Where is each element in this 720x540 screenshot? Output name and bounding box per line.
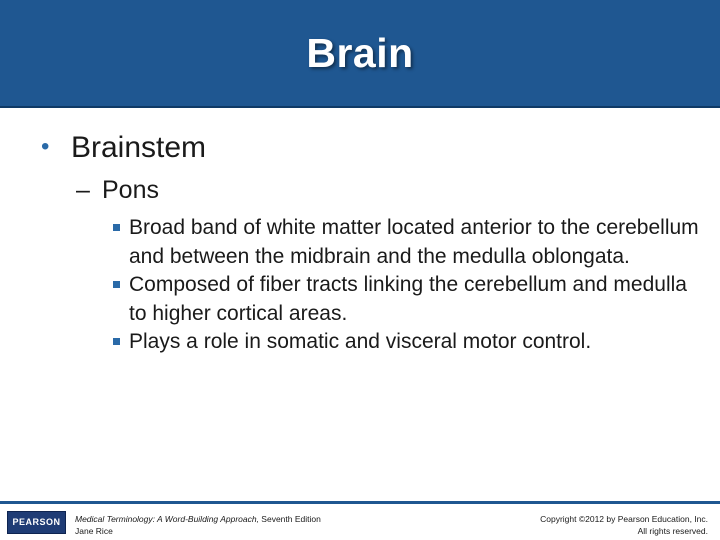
square-bullet-icon	[113, 224, 120, 231]
detail-list	[111, 214, 701, 357]
copyright-text: Copyright ©2012 by Pearson Education, Inc.	[540, 514, 708, 524]
detail-text: Broad band of white matter located anterior to the cerebellum and between the midbrain and the medulla oblongata.	[129, 216, 699, 268]
detail-item	[111, 271, 701, 328]
slide-title: Brain	[306, 30, 414, 76]
detail-item	[111, 328, 701, 357]
bullet-brainstem	[41, 131, 206, 165]
rights-text: All rights reserved.	[637, 526, 708, 536]
footer-citation	[75, 513, 321, 537]
footer-divider	[0, 501, 720, 504]
title-bar	[0, 0, 720, 108]
detail-text: Composed of fiber tracts linking the cerebellum and medulla to higher cortical areas.	[129, 273, 687, 325]
round-bullet-icon: •	[41, 133, 50, 160]
detail-text: Plays a role in somatic and visceral motor control.	[129, 330, 592, 353]
detail-item	[111, 214, 701, 271]
bullet-text: Brainstem	[71, 131, 207, 164]
book-edition: Seventh Edition	[258, 514, 321, 524]
sub-bullet-pons	[76, 176, 159, 205]
book-author: Jane Rice	[75, 526, 113, 536]
book-title: Medical Terminology: A Word-Building Approach,	[75, 514, 259, 524]
pearson-logo: PEARSON	[7, 511, 66, 534]
sub-bullet-text: Pons	[102, 176, 159, 204]
square-bullet-icon	[113, 338, 120, 345]
book-line	[75, 513, 321, 525]
square-bullet-icon	[113, 281, 120, 288]
dash-bullet-icon: –	[76, 176, 90, 204]
footer-copyright	[540, 513, 708, 537]
